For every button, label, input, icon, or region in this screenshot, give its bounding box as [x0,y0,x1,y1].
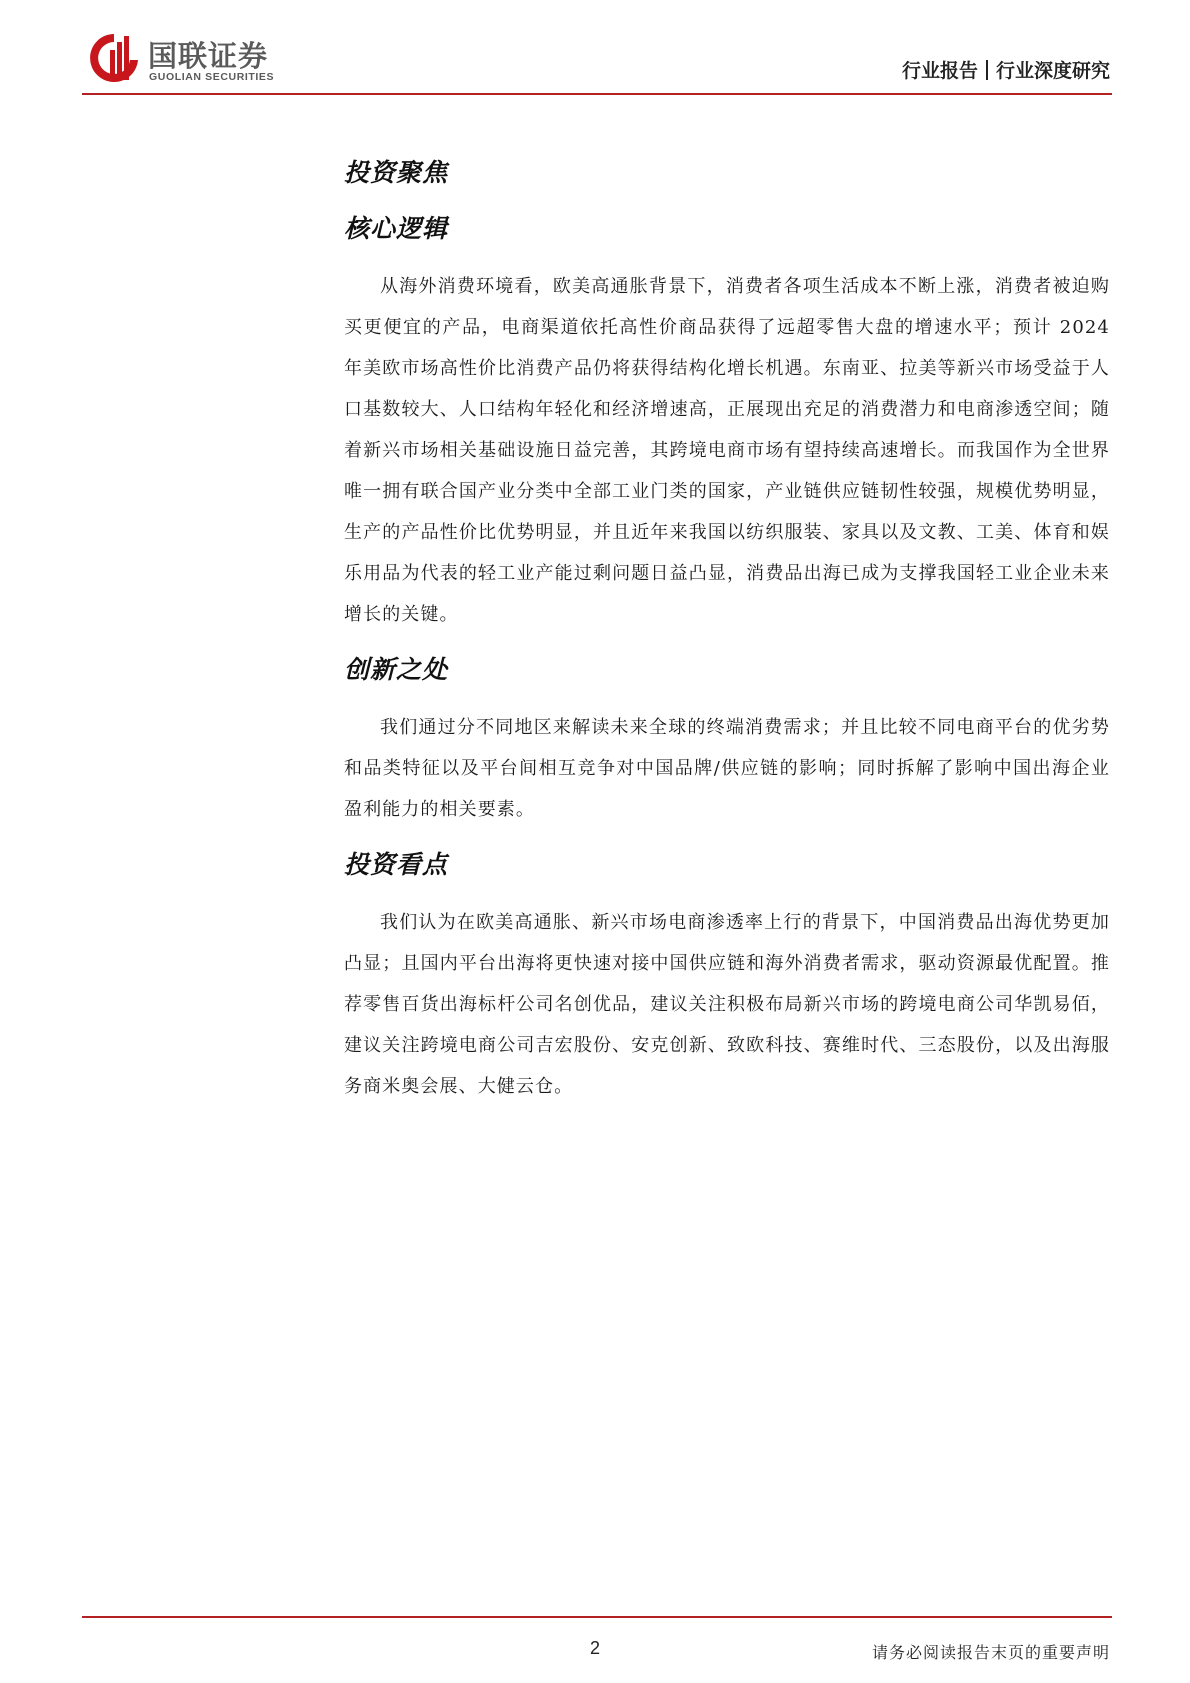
logo-emblem-icon [86,30,142,86]
footer-disclaimer: 请务必阅读报告末页的重要声明 [871,1643,1110,1662]
page-title: 投资聚焦 [344,158,449,187]
section-body-core-logic: 从海外消费环境看，欧美高通胀背景下，消费者各项生活成本不断上涨，消费者被迫购买更便宜的产品，电商渠道依托高性价商品获得了远超零售大盘的增速水平；预计 2024 年美欧市场高性价比消费产品仍将获得结构化增长机遇。东南亚、拉美等新兴市场受益于人口基数较大、人口结构年轻化和经济增速高，正展现出充足的消费潜力和电商渗透空间；随着新兴市场相关基础设施日益完善，其跨境电商市场有望持续高速增长。而我国作为全世界唯一拥有联合国产业分类中全部工业门类的国家，产业链供应链韧性较强，规模优势明显，生产的产品性价比优势明显，并且近年来我国以纺织服装、家具以及文教、工美、体育和娱乐用品为代表的轻工业产能过剩问题日益凸显，消费品出海已成为支撑我国轻工业企业未来增长的关键。 [344,276,1110,625]
section-heading-core-logic: 核心逻辑 [344,214,449,243]
report-type: 行业报告 [901,60,978,82]
header-divider [82,93,1112,95]
page-number: 2 [589,1638,600,1658]
company-logo [86,30,306,90]
section-heading-investment-highlights: 投资看点 [344,850,449,879]
logo-chinese-name: 国联证券 [148,39,269,73]
report-category [902,56,1110,83]
footer-divider [82,1616,1112,1618]
section-heading-innovation: 创新之处 [344,655,449,684]
logo-english-name: GUOLIAN SECURITIES [149,71,275,83]
report-subtype: 行业深度研究 [995,60,1110,82]
header-separator [986,60,988,80]
page-header [0,0,1190,96]
section-body-innovation: 我们通过分不同地区来解读未来全球的终端消费需求；并且比较不同电商平台的优劣势和品类特征以及平台间相互竞争对中国品牌/供应链的影响；同时拆解了影响中国出海企业盈利能力的相关要素。 [344,717,1110,820]
main-content [344,150,1110,1119]
section-body-investment-highlights: 我们认为在欧美高通胀、新兴市场电商渗透率上行的背景下，中国消费品出海优势更加凸显；且国内平台出海将更快速对接中国供应链和海外消费者需求，驱动资源最优配置。推荐零售百货出海标杆公司名创优品，建议关注积极布局新兴市场的跨境电商公司华凯易佰，建议关注跨境电商公司吉宏股份、安克创新、致欧科技、赛维时代、三态股份，以及出海服务商米奥会展、大健云仓。 [344,912,1110,1097]
